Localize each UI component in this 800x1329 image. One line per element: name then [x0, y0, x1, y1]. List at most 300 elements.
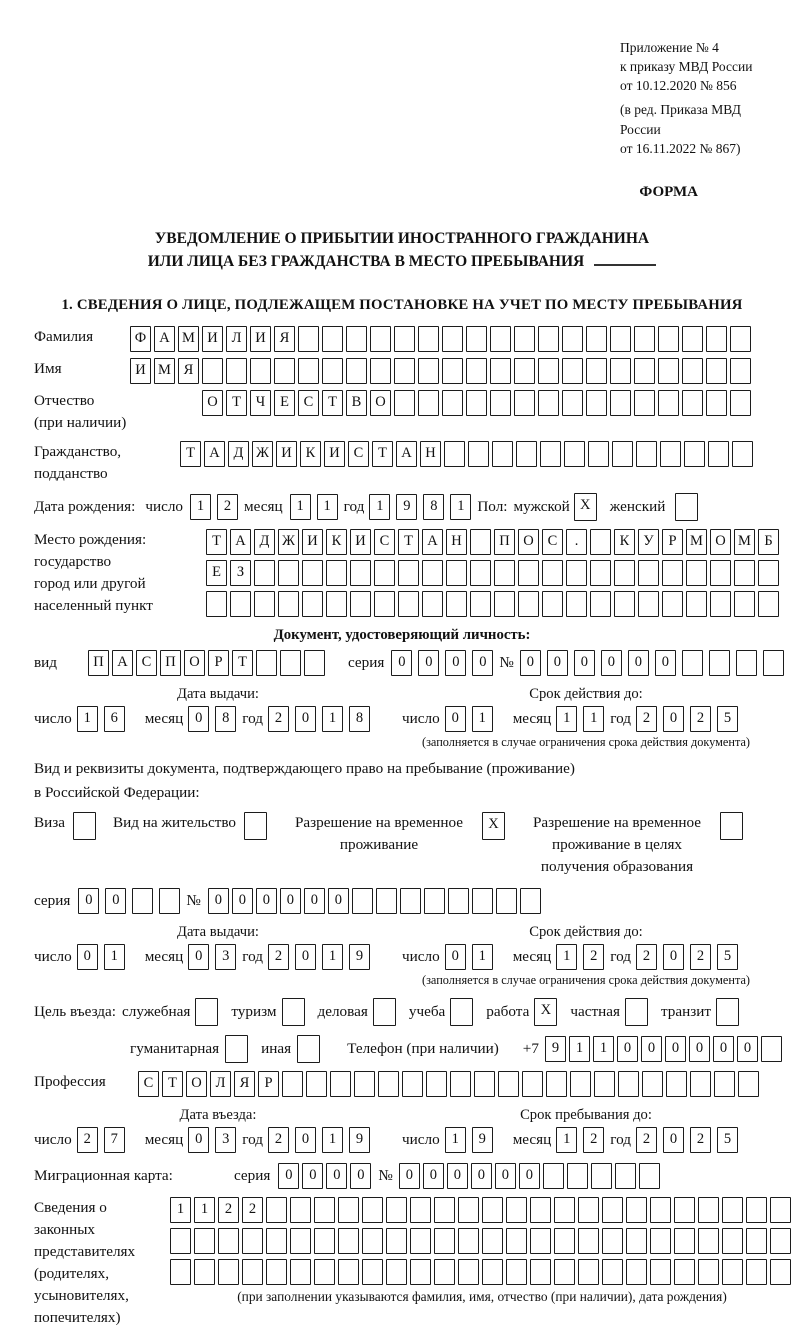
cell[interactable]: [362, 1197, 383, 1223]
cell[interactable]: М: [178, 326, 199, 352]
r-valid-year-input[interactable]: [636, 944, 744, 970]
given-name-input[interactable]: [130, 358, 754, 384]
cell[interactable]: [170, 1228, 191, 1254]
cell[interactable]: 1: [556, 706, 577, 732]
citizenship-input[interactable]: [180, 441, 756, 467]
sex-male-checkbox[interactable]: [574, 493, 600, 521]
cell[interactable]: 0: [391, 650, 412, 676]
doc-series-input[interactable]: [391, 650, 499, 676]
cell[interactable]: 0: [617, 1036, 638, 1062]
cell[interactable]: [373, 998, 396, 1026]
cell[interactable]: 2: [218, 1197, 239, 1223]
cell[interactable]: [386, 1228, 407, 1254]
cell[interactable]: Т: [226, 390, 247, 416]
cell[interactable]: [686, 560, 707, 586]
cell[interactable]: 6: [104, 706, 125, 732]
cell[interactable]: [374, 560, 395, 586]
cell[interactable]: [706, 390, 727, 416]
cell[interactable]: Т: [206, 529, 227, 555]
cell[interactable]: [722, 1259, 743, 1285]
cell[interactable]: 1: [322, 944, 343, 970]
cell[interactable]: Я: [274, 326, 295, 352]
cell[interactable]: И: [302, 529, 323, 555]
cell[interactable]: В: [346, 390, 367, 416]
visa-checkbox[interactable]: [73, 812, 99, 840]
cell[interactable]: 0: [663, 944, 684, 970]
cell[interactable]: 0: [188, 1127, 209, 1153]
cell[interactable]: [132, 888, 153, 914]
profession-input[interactable]: [138, 1071, 762, 1097]
cell[interactable]: С: [136, 650, 157, 676]
cell[interactable]: 1: [194, 1197, 215, 1223]
cell[interactable]: 2: [268, 706, 289, 732]
cell[interactable]: 2: [690, 706, 711, 732]
cell[interactable]: [658, 390, 679, 416]
cell[interactable]: [410, 1197, 431, 1223]
cell[interactable]: [266, 1228, 287, 1254]
cell[interactable]: [482, 1259, 503, 1285]
cell[interactable]: [362, 1259, 383, 1285]
cell[interactable]: 5: [717, 944, 738, 970]
cell[interactable]: [518, 591, 539, 617]
cell[interactable]: [698, 1228, 719, 1254]
cell[interactable]: [194, 1259, 215, 1285]
cell[interactable]: [450, 998, 473, 1026]
cell[interactable]: 3: [215, 944, 236, 970]
cell[interactable]: 0: [256, 888, 277, 914]
cell[interactable]: 1: [472, 706, 493, 732]
cell[interactable]: Л: [210, 1071, 231, 1097]
cell[interactable]: [218, 1228, 239, 1254]
valid-month-input[interactable]: [556, 706, 610, 732]
cell[interactable]: 1: [569, 1036, 590, 1062]
cell[interactable]: [322, 358, 343, 384]
cell[interactable]: [636, 441, 657, 467]
entry-day-input[interactable]: [77, 1127, 131, 1153]
cell[interactable]: 2: [690, 944, 711, 970]
cell[interactable]: [626, 1197, 647, 1223]
purpose-private-checkbox[interactable]: [625, 998, 651, 1026]
cell[interactable]: [530, 1197, 551, 1223]
stay-day-input[interactable]: [445, 1127, 499, 1153]
cell[interactable]: 1: [556, 944, 577, 970]
cell[interactable]: О: [518, 529, 539, 555]
cell[interactable]: 0: [295, 706, 316, 732]
cell[interactable]: [73, 812, 96, 840]
cell[interactable]: [434, 1228, 455, 1254]
cell[interactable]: 9: [349, 1127, 370, 1153]
issue-month-input[interactable]: [188, 706, 242, 732]
cell[interactable]: А: [154, 326, 175, 352]
cell[interactable]: Т: [162, 1071, 183, 1097]
cell[interactable]: 1: [450, 494, 471, 520]
cell[interactable]: [398, 591, 419, 617]
cell[interactable]: [578, 1228, 599, 1254]
cell[interactable]: 2: [583, 1127, 604, 1153]
cell[interactable]: 0: [77, 944, 98, 970]
cell[interactable]: 0: [208, 888, 229, 914]
cell[interactable]: [746, 1197, 767, 1223]
cell[interactable]: 0: [232, 888, 253, 914]
cell[interactable]: [266, 1197, 287, 1223]
r-valid-month-input[interactable]: [556, 944, 610, 970]
cell[interactable]: О: [202, 390, 223, 416]
cell[interactable]: [458, 1197, 479, 1223]
cell[interactable]: [716, 998, 739, 1026]
representatives-input-row3[interactable]: [170, 1259, 794, 1285]
cell[interactable]: [386, 1197, 407, 1223]
cell[interactable]: О: [370, 390, 391, 416]
cell[interactable]: [650, 1228, 671, 1254]
cell[interactable]: [278, 560, 299, 586]
cell[interactable]: [722, 1197, 743, 1223]
cell[interactable]: [346, 326, 367, 352]
cell[interactable]: [466, 390, 487, 416]
cell[interactable]: [770, 1259, 791, 1285]
cell[interactable]: [610, 358, 631, 384]
cell[interactable]: [418, 326, 439, 352]
cell[interactable]: Е: [206, 560, 227, 586]
cell[interactable]: [326, 560, 347, 586]
cell[interactable]: 0: [445, 650, 466, 676]
birth-place-input-row3[interactable]: [206, 591, 782, 617]
cell[interactable]: 2: [690, 1127, 711, 1153]
cell[interactable]: [256, 650, 277, 676]
cell[interactable]: К: [300, 441, 321, 467]
cell[interactable]: [274, 358, 295, 384]
residence-number-input[interactable]: [208, 888, 544, 914]
cell[interactable]: [566, 560, 587, 586]
cell[interactable]: Т: [180, 441, 201, 467]
cell[interactable]: [538, 390, 559, 416]
cell[interactable]: [394, 358, 415, 384]
cell[interactable]: [732, 441, 753, 467]
cell[interactable]: [218, 1259, 239, 1285]
cell[interactable]: [280, 650, 301, 676]
cell[interactable]: [602, 1228, 623, 1254]
cell[interactable]: [466, 326, 487, 352]
cell[interactable]: 0: [280, 888, 301, 914]
cell[interactable]: 0: [445, 944, 466, 970]
cell[interactable]: [714, 1071, 735, 1097]
cell[interactable]: [520, 888, 541, 914]
cell[interactable]: [675, 493, 698, 521]
cell[interactable]: Д: [228, 441, 249, 467]
cell[interactable]: 0: [737, 1036, 758, 1062]
cell[interactable]: [492, 441, 513, 467]
purpose-study-checkbox[interactable]: [450, 998, 476, 1026]
cell[interactable]: 8: [349, 706, 370, 732]
cell[interactable]: [446, 560, 467, 586]
cell[interactable]: [638, 560, 659, 586]
cell[interactable]: [244, 812, 267, 840]
cell[interactable]: [394, 326, 415, 352]
valid-day-input[interactable]: [445, 706, 499, 732]
cell[interactable]: [370, 358, 391, 384]
cell[interactable]: [554, 1259, 575, 1285]
cell[interactable]: [618, 1071, 639, 1097]
cell[interactable]: [720, 812, 743, 840]
cell[interactable]: [570, 1071, 591, 1097]
cell[interactable]: [770, 1197, 791, 1223]
cell[interactable]: 0: [472, 650, 493, 676]
cell[interactable]: У: [638, 529, 659, 555]
cell[interactable]: [578, 1259, 599, 1285]
cell[interactable]: [530, 1259, 551, 1285]
cell[interactable]: [634, 326, 655, 352]
cell[interactable]: [730, 326, 751, 352]
cell[interactable]: 0: [641, 1036, 662, 1062]
cell[interactable]: 3: [215, 1127, 236, 1153]
cell[interactable]: 1: [472, 944, 493, 970]
cell[interactable]: [442, 390, 463, 416]
cell[interactable]: [761, 1036, 782, 1062]
cell[interactable]: [302, 591, 323, 617]
cell[interactable]: [278, 591, 299, 617]
representatives-input-row2[interactable]: [170, 1228, 794, 1254]
cell[interactable]: 7: [104, 1127, 125, 1153]
cell[interactable]: [682, 390, 703, 416]
cell[interactable]: [518, 560, 539, 586]
cell[interactable]: [304, 650, 325, 676]
cell[interactable]: 0: [78, 888, 99, 914]
cell[interactable]: [626, 1259, 647, 1285]
cell[interactable]: [266, 1259, 287, 1285]
cell[interactable]: [514, 326, 535, 352]
cell[interactable]: [602, 1259, 623, 1285]
cell[interactable]: [490, 390, 511, 416]
cell[interactable]: [542, 591, 563, 617]
cell[interactable]: 1: [583, 706, 604, 732]
cell[interactable]: [370, 326, 391, 352]
cell[interactable]: С: [348, 441, 369, 467]
cell[interactable]: З: [230, 560, 251, 586]
cell[interactable]: [442, 326, 463, 352]
cell[interactable]: [159, 888, 180, 914]
cell[interactable]: 0: [418, 650, 439, 676]
cell[interactable]: [482, 1197, 503, 1223]
cell[interactable]: [660, 441, 681, 467]
cell[interactable]: Т: [322, 390, 343, 416]
cell[interactable]: [710, 560, 731, 586]
cell[interactable]: 0: [304, 888, 325, 914]
birth-day-input[interactable]: [190, 494, 244, 520]
cell[interactable]: [562, 358, 583, 384]
cell[interactable]: [540, 441, 561, 467]
cell[interactable]: 2: [268, 1127, 289, 1153]
cell[interactable]: 9: [396, 494, 417, 520]
representatives-input-row1[interactable]: [170, 1197, 794, 1223]
cell[interactable]: [674, 1228, 695, 1254]
cell[interactable]: [346, 358, 367, 384]
cell[interactable]: [530, 1228, 551, 1254]
cell[interactable]: 0: [519, 1163, 540, 1189]
cell[interactable]: [398, 560, 419, 586]
cell[interactable]: [658, 326, 679, 352]
cell[interactable]: [458, 1259, 479, 1285]
cell[interactable]: [282, 1071, 303, 1097]
cell[interactable]: 2: [242, 1197, 263, 1223]
cell[interactable]: 0: [520, 650, 541, 676]
cell[interactable]: 0: [713, 1036, 734, 1062]
cell[interactable]: С: [542, 529, 563, 555]
cell[interactable]: X: [534, 998, 557, 1026]
cell[interactable]: 2: [636, 706, 657, 732]
cell[interactable]: Я: [178, 358, 199, 384]
cell[interactable]: 5: [717, 1127, 738, 1153]
cell[interactable]: [378, 1071, 399, 1097]
cell[interactable]: Р: [662, 529, 683, 555]
cell[interactable]: 0: [471, 1163, 492, 1189]
cell[interactable]: [734, 560, 755, 586]
cell[interactable]: [352, 888, 373, 914]
migration-number-input[interactable]: [399, 1163, 663, 1189]
cell[interactable]: X: [482, 812, 505, 840]
cell[interactable]: [690, 1071, 711, 1097]
cell[interactable]: 0: [663, 706, 684, 732]
cell[interactable]: [564, 441, 585, 467]
cell[interactable]: 2: [268, 944, 289, 970]
cell[interactable]: 2: [636, 944, 657, 970]
cell[interactable]: [662, 560, 683, 586]
cell[interactable]: 1: [556, 1127, 577, 1153]
cell[interactable]: [472, 888, 493, 914]
cell[interactable]: [242, 1259, 263, 1285]
cell[interactable]: 0: [663, 1127, 684, 1153]
birth-place-input-row1[interactable]: [206, 529, 782, 555]
cell[interactable]: [610, 326, 631, 352]
cell[interactable]: [634, 358, 655, 384]
cell[interactable]: 0: [350, 1163, 371, 1189]
cell[interactable]: П: [494, 529, 515, 555]
cell[interactable]: [290, 1228, 311, 1254]
cell[interactable]: [736, 650, 757, 676]
cell[interactable]: [682, 326, 703, 352]
cell[interactable]: [610, 390, 631, 416]
birth-month-input[interactable]: [290, 494, 344, 520]
cell[interactable]: [615, 1163, 636, 1189]
cell[interactable]: [302, 560, 323, 586]
cell[interactable]: А: [396, 441, 417, 467]
cell[interactable]: 1: [322, 1127, 343, 1153]
cell[interactable]: [468, 441, 489, 467]
cell[interactable]: [514, 358, 535, 384]
cell[interactable]: [374, 591, 395, 617]
cell[interactable]: [588, 441, 609, 467]
cell[interactable]: [490, 326, 511, 352]
cell[interactable]: [326, 591, 347, 617]
cell[interactable]: 2: [636, 1127, 657, 1153]
stay-year-input[interactable]: [636, 1127, 744, 1153]
cell[interactable]: А: [422, 529, 443, 555]
cell[interactable]: Л: [226, 326, 247, 352]
r-issue-day-input[interactable]: [77, 944, 131, 970]
cell[interactable]: [710, 591, 731, 617]
cell[interactable]: [514, 390, 535, 416]
cell[interactable]: 0: [326, 1163, 347, 1189]
cell[interactable]: О: [710, 529, 731, 555]
cell[interactable]: [434, 1197, 455, 1223]
cell[interactable]: [758, 591, 779, 617]
cell[interactable]: Н: [446, 529, 467, 555]
cell[interactable]: [410, 1259, 431, 1285]
cell[interactable]: М: [686, 529, 707, 555]
cell[interactable]: Е: [274, 390, 295, 416]
cell[interactable]: [194, 1228, 215, 1254]
cell[interactable]: [314, 1228, 335, 1254]
cell[interactable]: [590, 560, 611, 586]
cell[interactable]: [418, 390, 439, 416]
cell[interactable]: 1: [190, 494, 211, 520]
purpose-other-checkbox[interactable]: [297, 1035, 323, 1063]
temp-permit-checkbox[interactable]: [482, 812, 508, 840]
cell[interactable]: Я: [234, 1071, 255, 1097]
cell[interactable]: Т: [372, 441, 393, 467]
cell[interactable]: 0: [495, 1163, 516, 1189]
cell[interactable]: С: [138, 1071, 159, 1097]
cell[interactable]: 1: [77, 706, 98, 732]
cell[interactable]: [195, 998, 218, 1026]
cell[interactable]: [642, 1071, 663, 1097]
cell[interactable]: 0: [655, 650, 676, 676]
cell[interactable]: [626, 1228, 647, 1254]
cell[interactable]: 1: [104, 944, 125, 970]
cell[interactable]: [706, 358, 727, 384]
cell[interactable]: М: [734, 529, 755, 555]
cell[interactable]: [442, 358, 463, 384]
cell[interactable]: [562, 326, 583, 352]
edu-permit-checkbox[interactable]: [720, 812, 746, 840]
cell[interactable]: Н: [420, 441, 441, 467]
cell[interactable]: О: [184, 650, 205, 676]
cell[interactable]: [682, 358, 703, 384]
cell[interactable]: [709, 650, 730, 676]
valid-year-input[interactable]: [636, 706, 744, 732]
cell[interactable]: 0: [295, 944, 316, 970]
cell[interactable]: [770, 1228, 791, 1254]
cell[interactable]: [450, 1071, 471, 1097]
cell[interactable]: [639, 1163, 660, 1189]
purpose-humanitarian-checkbox[interactable]: [225, 1035, 251, 1063]
cell[interactable]: [634, 390, 655, 416]
surname-input[interactable]: [130, 326, 754, 352]
cell[interactable]: [578, 1197, 599, 1223]
cell[interactable]: [254, 591, 275, 617]
birth-place-input-row2[interactable]: [206, 560, 782, 586]
cell[interactable]: 0: [295, 1127, 316, 1153]
cell[interactable]: [682, 650, 703, 676]
cell[interactable]: [290, 1259, 311, 1285]
cell[interactable]: 0: [628, 650, 649, 676]
cell[interactable]: [594, 1071, 615, 1097]
cell[interactable]: 1: [290, 494, 311, 520]
cell[interactable]: [638, 591, 659, 617]
cell[interactable]: 2: [583, 944, 604, 970]
cell[interactable]: Т: [398, 529, 419, 555]
cell[interactable]: Б: [758, 529, 779, 555]
cell[interactable]: [546, 1071, 567, 1097]
cell[interactable]: [586, 326, 607, 352]
cell[interactable]: А: [204, 441, 225, 467]
residence-series-input[interactable]: [78, 888, 186, 914]
cell[interactable]: [498, 1071, 519, 1097]
cell[interactable]: [426, 1071, 447, 1097]
cell[interactable]: [708, 441, 729, 467]
cell[interactable]: [516, 441, 537, 467]
cell[interactable]: [418, 358, 439, 384]
cell[interactable]: [350, 560, 371, 586]
cell[interactable]: 5: [717, 706, 738, 732]
